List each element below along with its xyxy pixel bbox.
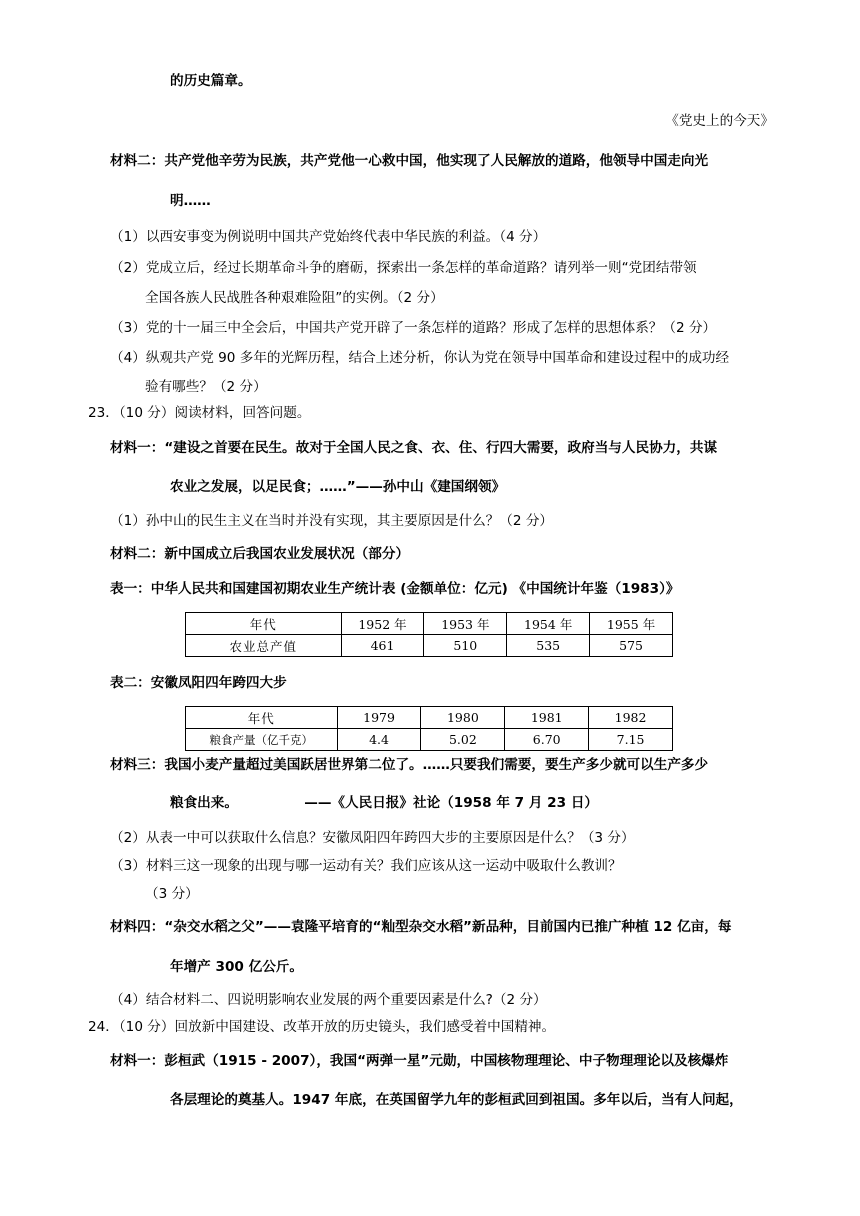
- text-line: 材料二：新中国成立后我国农业发展状况（部分）: [110, 546, 410, 562]
- text-line: 年增产 300 亿公斤。: [170, 959, 303, 975]
- table-cell: 1954 年: [507, 613, 590, 635]
- table-cell: 1953 年: [424, 613, 507, 635]
- text-line: 粮食出来。 ——《人民日报》社论（1958 年 7 月 23 日）: [170, 795, 599, 811]
- table-cell: 5.02: [421, 729, 505, 751]
- table-caption: 表二：安徽凤阳四年跨四大步: [110, 675, 287, 691]
- table-header-row: [186, 707, 673, 729]
- agriculture-output-table: [185, 612, 673, 657]
- question-line: （3）党的十一届三中全会后，中国共产党开辟了一条怎样的道路？形成了怎样的思想体系？（2 分）: [110, 320, 717, 336]
- text-line: 材料四：“杂交水稻之父”——袁隆平培育的“籼型杂交水稻”新品种，目前国内已推广种植 12 亿亩，每: [110, 919, 732, 935]
- source-citation: 《党史上的今天》: [665, 113, 774, 129]
- question-line: 全国各族人民战胜各种艰难险阻”的实例。（2 分）: [145, 290, 444, 306]
- text-line: 明……: [170, 193, 211, 209]
- question-line: （4）结合材料二、四说明影响农业发展的两个重要因素是什么?（2 分）: [110, 992, 547, 1008]
- table-cell: 1955 年: [590, 613, 673, 635]
- question-line: （2）从表一中可以获取什么信息？安徽凤阳四年跨四大步的主要原因是什么？（3 分）: [110, 830, 635, 846]
- table-cell: 1981: [505, 707, 589, 729]
- table-row: [186, 729, 673, 751]
- table-cell: 6.70: [505, 729, 589, 751]
- table-caption: 表一：中华人民共和国建国初期农业生产统计表 (金额单位：亿元) 《中国统计年鉴（1983）》: [110, 581, 680, 597]
- table-cell: 7.15: [589, 729, 673, 751]
- table-row: [186, 635, 673, 657]
- question-line: （4）纵观共产党 90 多年的光辉历程，结合上述分析，你认为党在领导中国革命和建设过程中的成功经: [110, 350, 730, 366]
- text-line: 的历史篇章。: [170, 73, 252, 89]
- table-cell: 年代: [186, 707, 338, 729]
- table-cell: 1982: [589, 707, 673, 729]
- question-line: （1）以西安事变为例说明中国共产党始终代表中华民族的利益。（4 分）: [110, 229, 547, 245]
- table-cell: 510: [424, 635, 507, 657]
- text-line: 各层理论的奠基人。1947 年底，在英国留学九年的彭桓武回到祖国。多年以后，当有人问起，: [170, 1092, 743, 1108]
- table-cell: 535: [507, 635, 590, 657]
- table-header-row: [186, 613, 673, 635]
- grain-output-table: [185, 706, 673, 751]
- text-line: 农业之发展，以足民食；……”——孙中山《建国纲领》: [170, 479, 506, 495]
- table-cell: 575: [590, 635, 673, 657]
- table-cell: 461: [341, 635, 424, 657]
- table-cell: 1979: [337, 707, 421, 729]
- question-line: （3 分）: [145, 886, 199, 902]
- question-line: （2）党成立后，经过长期革命斗争的磨砺，探索出一条怎样的革命道路？请列举一则“党团结带领: [110, 260, 697, 276]
- table-cell: 农业总产值: [186, 635, 342, 657]
- table-cell: 粮食产量（亿千克）: [186, 729, 338, 751]
- question-title: 23．（10 分）阅读材料，回答问题。: [88, 405, 311, 421]
- text-line: 材料二：共产党他辛劳为民族，共产党他一心救中国，他实现了人民解放的道路，他领导中国走向光: [110, 153, 709, 169]
- table-cell: 4.4: [337, 729, 421, 751]
- text-line: 材料三：我国小麦产量超过美国跃居世界第二位了。……只要我们需要，要生产多少就可以生产多少: [110, 757, 709, 773]
- question-title: 24．（10 分）回放新中国建设、改革开放的历史镜头，我们感受着中国精神。: [88, 1019, 556, 1035]
- text-line: 材料一：“建设之首要在民生。故对于全国人民之食、衣、住、行四大需要，政府当与人民协力，共谋: [110, 440, 718, 456]
- table-cell: 1952 年: [341, 613, 424, 635]
- question-line: （3）材料三这一现象的出现与哪一运动有关？我们应该从这一运动中吸取什么教训？: [110, 858, 622, 874]
- table-cell: 年代: [186, 613, 342, 635]
- text-line: 材料一：彭桓武（1915 - 2007），我国“两弹一星”元勋，中国核物理理论、中子物理理论以及核爆炸: [110, 1053, 729, 1069]
- question-line: （1）孙中山的民生主义在当时并没有实现，其主要原因是什么？（2 分）: [110, 513, 554, 529]
- question-line: 验有哪些？（2 分）: [145, 379, 267, 395]
- table-cell: 1980: [421, 707, 505, 729]
